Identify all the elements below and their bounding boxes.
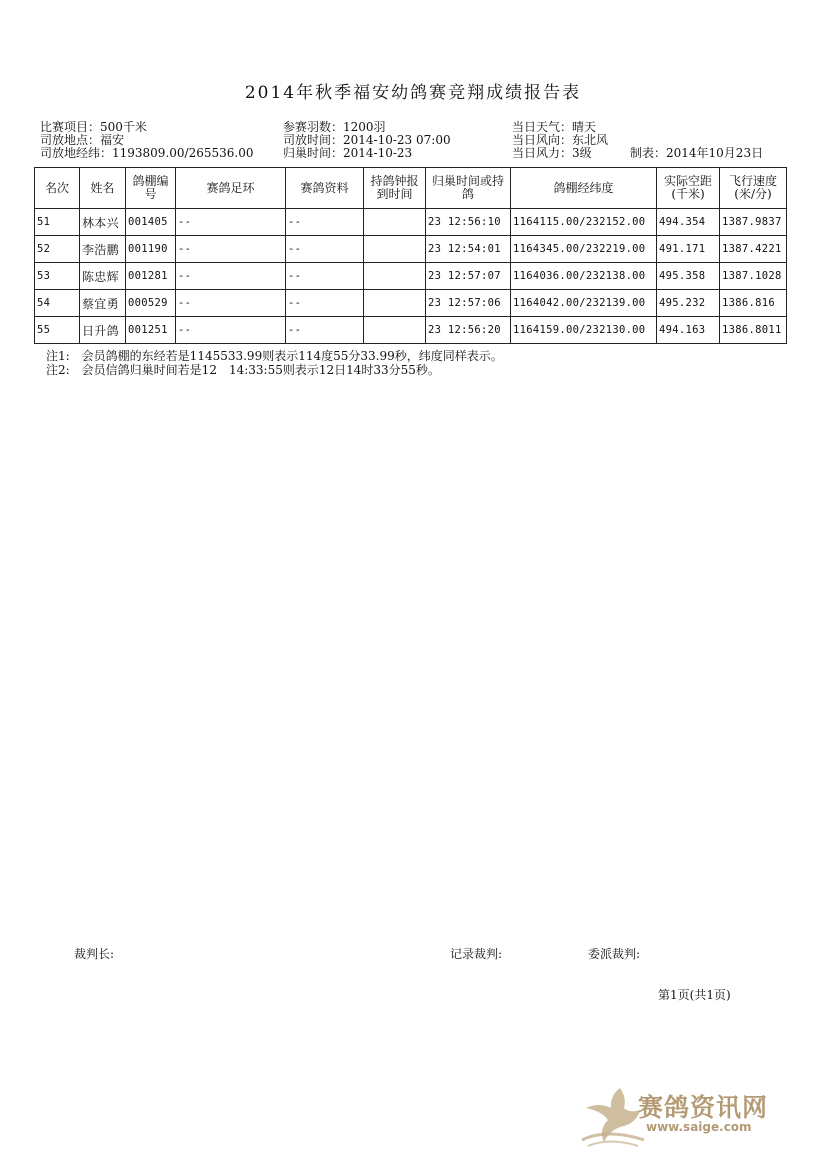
cell-name: 日升鸽 — [80, 317, 126, 344]
cell-info: -- — [286, 263, 364, 290]
cell-speed: 1387.1028 — [720, 263, 787, 290]
cell-coords: 1164036.00/232138.00 — [511, 263, 657, 290]
cell-coords: 1164115.00/232152.00 — [511, 209, 657, 236]
cell-clock — [364, 317, 426, 344]
info-column-1 — [40, 121, 253, 160]
header-distance: 实际空距(千米) — [657, 168, 720, 209]
header-rank: 名次 — [35, 168, 80, 209]
info-entries: 参赛羽数：1200羽 — [283, 120, 386, 134]
cell-loft-no: 001405 — [126, 209, 176, 236]
info-wind-direction: 当日风向：东北风 — [512, 133, 609, 147]
cell-distance: 495.358 — [657, 263, 720, 290]
cell-name: 蔡宜勇 — [80, 290, 126, 317]
notes — [46, 349, 503, 377]
header-coords: 鸽棚经纬度 — [511, 168, 657, 209]
signature-chief-judge: 裁判长: — [74, 947, 115, 961]
info-return-time: 归巢时间：2014-10-23 — [283, 146, 413, 160]
page-title: 2014年秋季福安幼鸽赛竞翔成绩报告表 — [244, 83, 582, 103]
info-weather: 当日天气：晴天 — [512, 120, 597, 134]
cell-arrival: 23 12:54:01 — [426, 236, 511, 263]
info-made-date: 制表：2014年10月23日 — [630, 146, 764, 160]
results-table — [34, 167, 787, 344]
cell-name: 李浩鹏 — [80, 236, 126, 263]
cell-clock — [364, 263, 426, 290]
cell-clock — [364, 209, 426, 236]
cell-rank: 52 — [35, 236, 80, 263]
info-event: 比赛项目：500千米 — [40, 120, 147, 134]
info-release-place: 司放地点：福安 — [40, 133, 125, 147]
cell-loft-no: 001190 — [126, 236, 176, 263]
cell-info: -- — [286, 236, 364, 263]
cell-name: 陈忠辉 — [80, 263, 126, 290]
cell-ring: -- — [176, 317, 286, 344]
cell-rank: 53 — [35, 263, 80, 290]
info-column-3 — [512, 121, 608, 160]
cell-arrival: 23 12:57:06 — [426, 290, 511, 317]
table-row — [35, 236, 787, 263]
cell-distance: 494.163 — [657, 317, 720, 344]
header-speed: 飞行速度(米/分) — [720, 168, 787, 209]
cell-loft-no: 001251 — [126, 317, 176, 344]
table-row — [35, 290, 787, 317]
note-1: 注1: 会员鸽棚的东经若是1145533.99则表示114度55分33.99秒，纬度同样表示。 — [46, 349, 503, 363]
cell-coords: 1164159.00/232130.00 — [511, 317, 657, 344]
cell-speed: 1387.9837 — [720, 209, 787, 236]
header-ring: 赛鸽足环 — [176, 168, 286, 209]
signature-recording-judge: 记录裁判: — [450, 947, 503, 961]
cell-coords: 1164345.00/232219.00 — [511, 236, 657, 263]
cell-coords: 1164042.00/232139.00 — [511, 290, 657, 317]
cell-ring: -- — [176, 290, 286, 317]
cell-distance: 491.171 — [657, 236, 720, 263]
cell-clock — [364, 290, 426, 317]
header-name: 姓名 — [80, 168, 126, 209]
table-row — [35, 263, 787, 290]
cell-ring: -- — [176, 209, 286, 236]
table-row — [35, 317, 787, 344]
cell-info: -- — [286, 209, 364, 236]
info-release-time: 司放时间：2014-10-23 07:00 — [283, 133, 451, 147]
watermark-url: www.saige.com — [646, 1120, 752, 1134]
cell-arrival: 23 12:56:10 — [426, 209, 511, 236]
cell-info: -- — [286, 290, 364, 317]
cell-clock — [364, 236, 426, 263]
watermark-text: 赛鸽资讯网 — [638, 1093, 769, 1122]
header-arrival: 归巢时间或持鸽 — [426, 168, 511, 209]
watermark — [580, 1082, 780, 1152]
cell-rank: 51 — [35, 209, 80, 236]
cell-loft-no: 000529 — [126, 290, 176, 317]
cell-speed: 1386.8011 — [720, 317, 787, 344]
table-row — [35, 209, 787, 236]
note-2: 注2: 会员信鸽归巢时间若是12 14:33:55则表示12日14时33分55秒。 — [46, 363, 440, 377]
cell-loft-no: 001281 — [126, 263, 176, 290]
info-column-2 — [283, 121, 451, 160]
cell-distance: 494.354 — [657, 209, 720, 236]
page-number: 第1页(共1页) — [658, 988, 731, 1002]
cell-name: 林本兴 — [80, 209, 126, 236]
info-wind-force: 当日风力：3级 — [512, 146, 592, 160]
cell-speed: 1386.816 — [720, 290, 787, 317]
cell-arrival: 23 12:57:07 — [426, 263, 511, 290]
info-release-coords: 司放地经纬：1193809.00/265536.00 — [40, 146, 254, 160]
cell-distance: 495.232 — [657, 290, 720, 317]
cell-arrival: 23 12:56:20 — [426, 317, 511, 344]
cell-speed: 1387.4221 — [720, 236, 787, 263]
cell-ring: -- — [176, 236, 286, 263]
signature-appointed-judge: 委派裁判: — [588, 947, 641, 961]
cell-ring: -- — [176, 263, 286, 290]
cell-rank: 54 — [35, 290, 80, 317]
cell-rank: 55 — [35, 317, 80, 344]
header-loft-no: 鸽棚编号 — [126, 168, 176, 209]
header-clock: 持鸽钟报到时间 — [364, 168, 426, 209]
table-header-row — [35, 168, 787, 209]
cell-info: -- — [286, 317, 364, 344]
header-info: 赛鸽资料 — [286, 168, 364, 209]
